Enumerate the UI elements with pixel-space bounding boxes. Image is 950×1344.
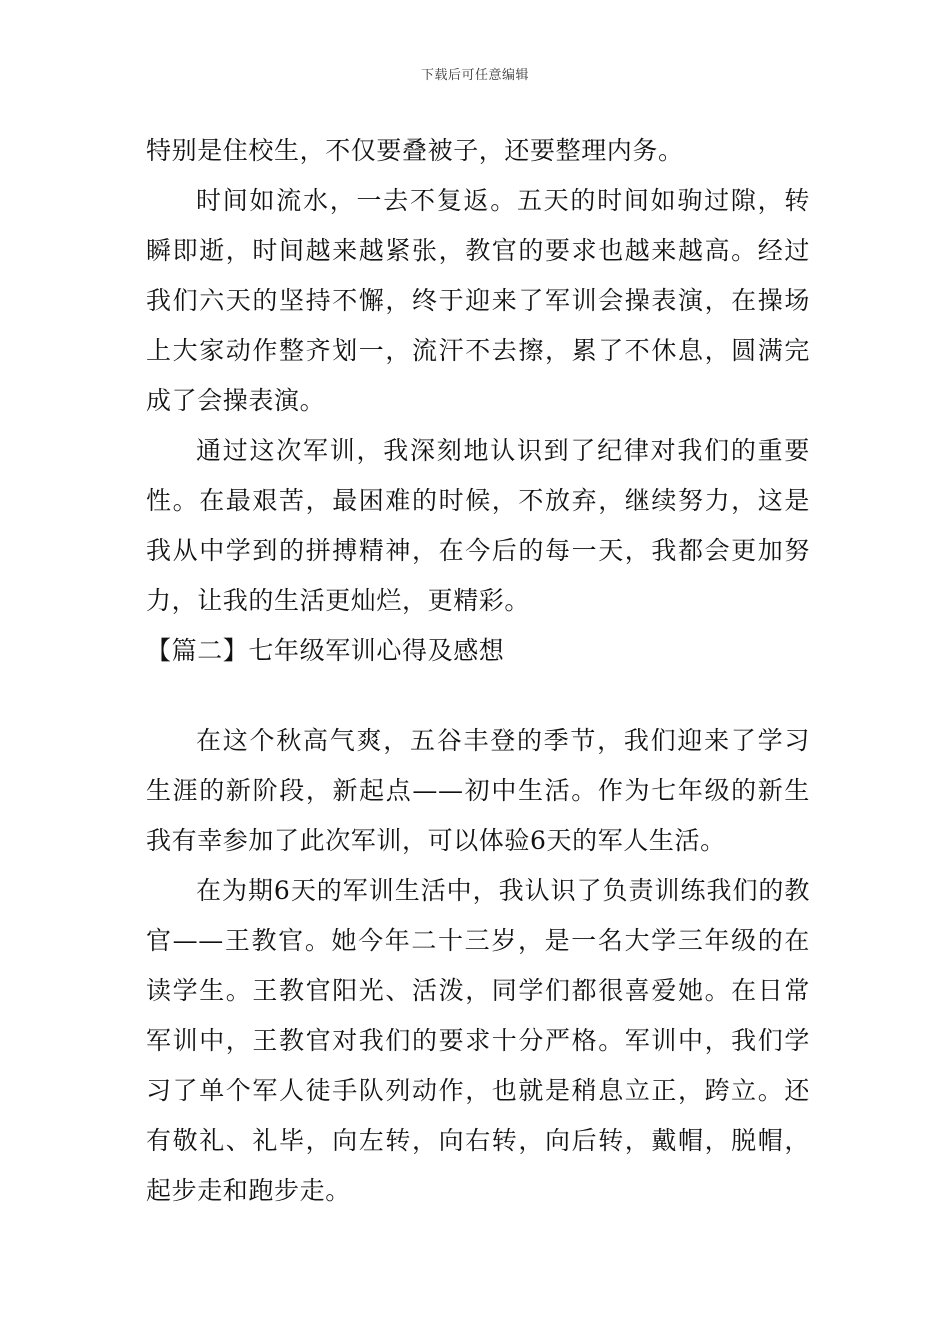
paragraph-discipline: 通过这次军训，我深刻地认识到了纪律对我们的重要性。在最艰苦，最困难的时候，不放弃，继续努力，这是我从中学到的拼搏精神，在今后的每一天，我都会更加努力，让我的生活更灿烂，更精彩。 [146, 436, 810, 615]
section-heading: 【篇二】七年级军训心得及感想 [146, 636, 505, 665]
page-header: 下载后可任意编辑 [420, 68, 529, 83]
paragraph-instructor: 在为期6天的军训生活中，我认识了负责训练我们的教官——王教官。她今年二十三岁，是一名大学三年级的在读学生。王教官阳光、活泼，同学们都很喜爱她。在日常军训中，王教官对我们的要求十分严格。军训中，我们学习了单个军人徒手队列动作，也就是稍息立正，跨立。还有敬礼、礼毕，向左转，向右转，向后转，戴帽，脱帽，起步走和跑步走。 [146, 876, 810, 1205]
document-body [146, 126, 810, 1216]
paragraph-autumn: 在这个秋高气爽，五谷丰登的季节，我们迎来了学习生涯的新阶段，新起点——初中生活。作为七年级的新生我有幸参加了此次军训，可以体验6天的军人生活。 [146, 726, 810, 855]
paragraph-time-flows: 时间如流水，一去不复返。五天的时间如驹过隙，转瞬即逝，时间越来越紧张，教官的要求也越来越高。经过我们六天的坚持不懈，终于迎来了军训会操表演，在操场上大家动作整齐划一，流汗不去擦，累了不休息，圆满完成了会操表演。 [146, 186, 810, 415]
paragraph-continuation: 特别是住校生，不仅要叠被子，还要整理内务。 [146, 136, 684, 165]
section-spacer [146, 676, 810, 716]
